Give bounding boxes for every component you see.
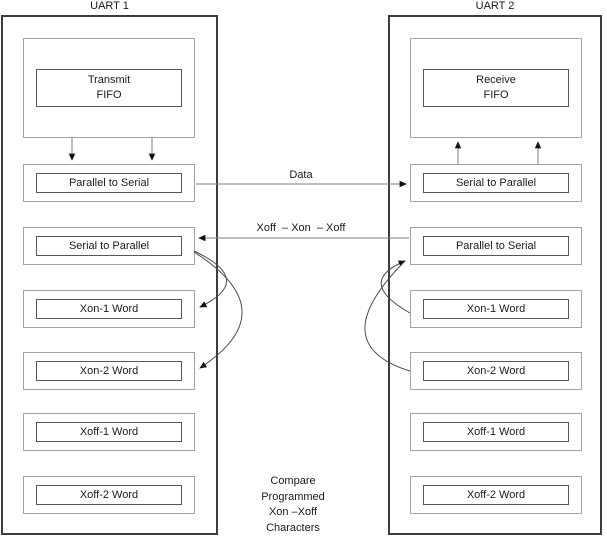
uart1-serial-to-parallel-label: Serial to Parallel bbox=[68, 239, 150, 252]
uart1-serial-to-parallel-label-box bbox=[36, 236, 182, 256]
uart1-transmit-fifo-block bbox=[23, 38, 195, 138]
uart2-xon2-word-block bbox=[410, 352, 582, 390]
compare-note-line2: Programmed bbox=[261, 490, 325, 503]
uart1-xon2-word-label: Xon-2 Word bbox=[79, 364, 139, 377]
uart2-xoff2-word-label-box bbox=[423, 485, 569, 505]
uart2-panel bbox=[388, 15, 602, 535]
uart2-title: UART 2 bbox=[475, 0, 515, 12]
uart2-receive-fifo-block bbox=[410, 38, 582, 138]
uart2-xoff1-word-label-box bbox=[423, 422, 569, 442]
uart2-receive-fifo-label-box bbox=[423, 69, 569, 107]
receive-fifo-line2: FIFO bbox=[483, 89, 509, 101]
uart2-parallel-to-serial-label-box bbox=[423, 236, 569, 256]
uart2-xon1-word-label-box bbox=[423, 299, 569, 319]
uart2-xon2-word-label-box bbox=[423, 361, 569, 381]
uart1-xoff1-word-label-box bbox=[36, 422, 182, 442]
uart2-xon1-word-block bbox=[410, 290, 582, 328]
uart1-serial-to-parallel-block bbox=[23, 227, 195, 265]
uart2-xoff2-word-label: Xoff-2 Word bbox=[466, 488, 526, 501]
uart1-xon1-word-block bbox=[23, 290, 195, 328]
compare-note-line3: Xon –Xoff bbox=[268, 506, 318, 519]
uart1-panel bbox=[1, 15, 218, 535]
compare-note-line4: Characters bbox=[266, 521, 320, 534]
uart2-parallel-to-serial-label: Parallel to Serial bbox=[455, 239, 537, 252]
uart1-xon1-word-label-box bbox=[36, 299, 182, 319]
uart2-serial-to-parallel-label-box bbox=[423, 173, 569, 193]
uart2-xon1-word-label: Xon-1 Word bbox=[466, 302, 526, 315]
uart2-xoff1-word-label: Xoff-1 Word bbox=[466, 425, 526, 438]
compare-note bbox=[241, 474, 345, 536]
data-arrow-label: Data bbox=[289, 169, 313, 181]
compare-note-line1: Compare bbox=[270, 475, 316, 487]
uart1-xoff1-word-block bbox=[23, 413, 195, 451]
transmit-fifo-line1: Transmit bbox=[87, 74, 131, 86]
uart2-serial-to-parallel-block bbox=[410, 164, 582, 202]
uart1-xon2-word-block bbox=[23, 352, 195, 390]
uart2-serial-to-parallel-label: Serial to Parallel bbox=[455, 176, 537, 189]
uart2-xoff1-word-block bbox=[410, 413, 582, 451]
uart1-xon1-word-label: Xon-1 Word bbox=[79, 302, 139, 315]
xoff-xon-xoff-arrow-label: Xoff – Xon – Xoff bbox=[256, 222, 346, 234]
transmit-fifo-line2: FIFO bbox=[96, 89, 122, 101]
uart1-parallel-to-serial-label-box bbox=[36, 173, 182, 193]
uart1-xoff1-word-label: Xoff-1 Word bbox=[79, 425, 139, 438]
uart1-parallel-to-serial-label: Parallel to Serial bbox=[68, 176, 150, 189]
uart1-transmit-fifo-label-box bbox=[36, 69, 182, 107]
uart1-title: UART 1 bbox=[90, 0, 129, 12]
uart1-parallel-to-serial-block bbox=[23, 164, 195, 202]
uart1-xoff2-word-label-box bbox=[36, 485, 182, 505]
uart2-parallel-to-serial-block bbox=[410, 227, 582, 265]
uart2-xon2-word-label: Xon-2 Word bbox=[466, 364, 526, 377]
uart2-xoff2-word-block bbox=[410, 476, 582, 514]
uart1-xoff2-word-label: Xoff-2 Word bbox=[79, 488, 139, 501]
receive-fifo-line1: Receive bbox=[476, 74, 516, 86]
uart1-xoff2-word-block bbox=[23, 476, 195, 514]
uart1-xon2-word-label-box bbox=[36, 361, 182, 381]
